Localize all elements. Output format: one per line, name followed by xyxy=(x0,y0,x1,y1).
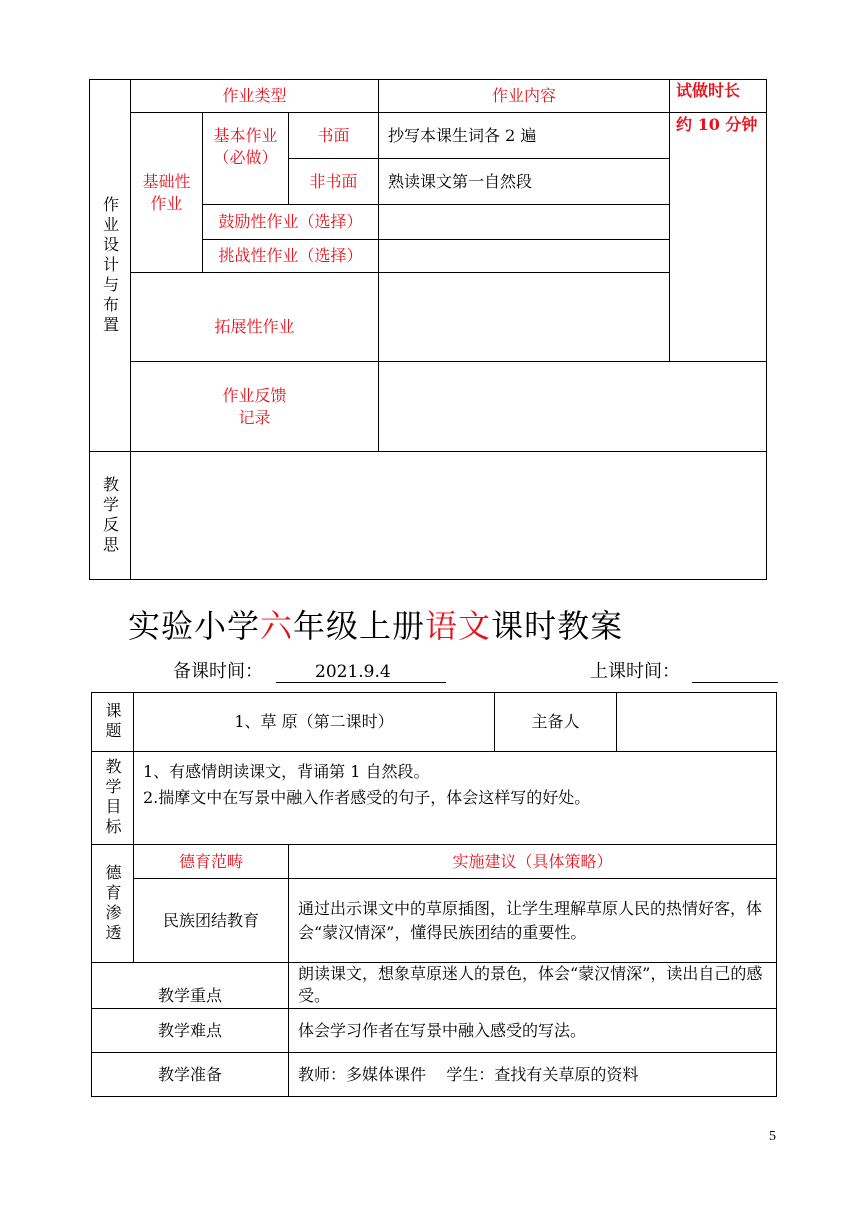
topic-label: 课题 xyxy=(103,702,122,742)
page-number: 5 xyxy=(769,1129,776,1144)
written-label: 书面 xyxy=(317,125,350,145)
written-content: 抄写本课生词各 2 遍 xyxy=(388,126,537,145)
homework-side-label: 作业设计与布置 xyxy=(100,195,120,336)
moral-education-label: 德育渗透 xyxy=(103,863,122,944)
moral-category-header: 德育范畴 xyxy=(178,851,243,871)
encourage-homework-label: 鼓励性作业（选择） xyxy=(218,212,363,231)
extension-homework-label: 拓展性作业 xyxy=(214,317,295,336)
basic-homework-group: 基础性作业 xyxy=(142,171,191,213)
goal-1: 1、有感情朗读课文，背诵第 1 自然段。 xyxy=(143,762,430,781)
header-homework-type: 作业类型 xyxy=(222,86,287,105)
moral-category-value: 民族团结教育 xyxy=(162,910,259,930)
teaching-reflection-label: 教学反思 xyxy=(100,475,120,556)
prep-time-value: 2021.9.4 xyxy=(315,662,391,682)
prep-time-label: 备课时间： xyxy=(173,661,263,682)
nonwritten-label: 非书面 xyxy=(309,171,358,191)
feedback-record-label: 作业反馈 记录 xyxy=(222,386,287,427)
moral-suggestion-header: 实施建议（具体策略） xyxy=(452,851,613,871)
teaching-key-label: 教学重点 xyxy=(157,986,222,1005)
lesson-plan-title: 实验小学六年级上册语文课时教案 xyxy=(128,607,624,645)
nonwritten-content: 熟读课文第一自然段 xyxy=(388,172,533,191)
topic-value: 1、草 原（第二课时） xyxy=(234,712,394,731)
teaching-prep-value: 教师：多媒体课件 学生：查找有关草原的资料 xyxy=(298,1065,639,1084)
teaching-goals-label: 教学目标 xyxy=(103,758,122,838)
class-time-blank xyxy=(692,682,778,683)
teaching-difficulty-label: 教学难点 xyxy=(157,1020,222,1040)
basic-required-label: 基本作业 （必做） xyxy=(213,126,278,167)
teaching-difficulty-value: 体会学习作者在写景中融入感受的写法。 xyxy=(298,1021,587,1040)
trial-duration-value: 约 10 分钟 xyxy=(676,115,758,134)
header-trial-duration: 试做时长 xyxy=(676,81,741,100)
class-time-label: 上课时间： xyxy=(590,661,680,682)
challenge-homework-label: 挑战性作业（选择） xyxy=(218,246,363,265)
header-homework-content: 作业内容 xyxy=(491,86,556,105)
moral-suggestion-value: 通过出示课文中的草原插图，让学生理解草原人民的热情好客，体会“蒙汉情深”，懂得民族团结的重要性。 xyxy=(298,899,763,942)
goal-2: 2.揣摩文中在写景中融入作者感受的句子，体会这样写的好处。 xyxy=(143,788,591,807)
teaching-prep-label: 教学准备 xyxy=(157,1064,222,1084)
main-preparer-label: 主备人 xyxy=(531,712,580,731)
teaching-key-value: 朗读课文，想象草原迷人的景色，体会“蒙汉情深”，读出自己的感受。 xyxy=(298,964,763,1005)
